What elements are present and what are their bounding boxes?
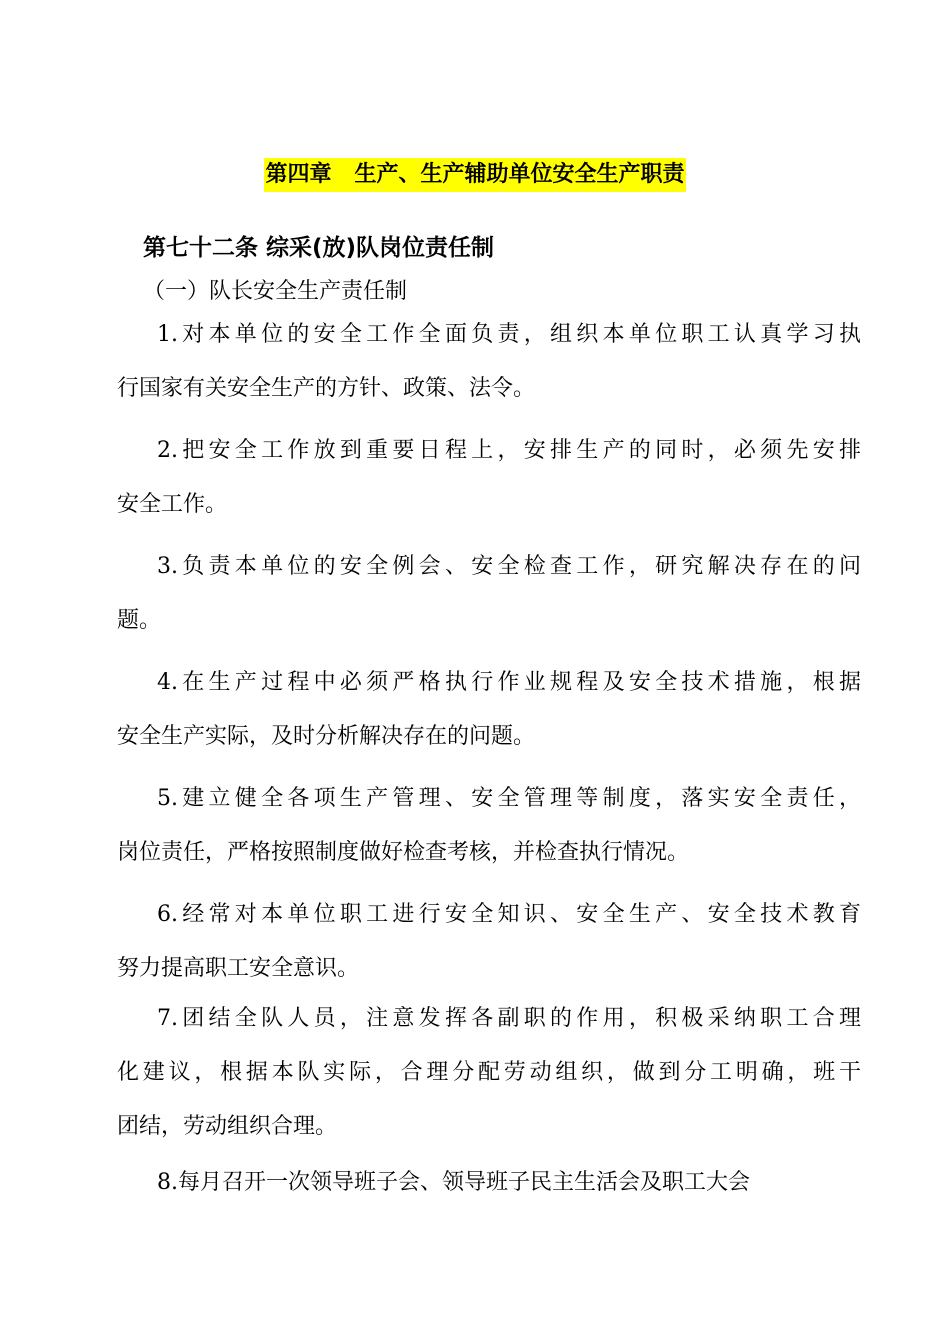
chapter-title: 第四章 生产、生产辅助单位安全生产职责	[264, 158, 687, 192]
paragraph-line: 安全生产实际，及时分析解决存在的问题。	[117, 724, 536, 749]
paragraph-line: 努力提高职工安全意识。	[117, 956, 360, 981]
paragraph-line: 3.负责本单位的安全例会、安全检查工作，研究解决存在的问	[157, 554, 861, 579]
paragraph-line: 2.把安全工作放到重要日程上，安排生产的同时，必须先安排	[157, 438, 861, 463]
paragraph-6	[117, 888, 861, 996]
paragraph-line: 岗位责任，严格按照制度做好检查考核，并检查执行情况。	[117, 840, 690, 865]
paragraph-line: 安全工作。	[117, 492, 228, 517]
paragraph-5	[117, 772, 861, 880]
chapter-title-wrap	[0, 158, 950, 192]
paragraph-line: 题。	[117, 608, 162, 633]
paragraph-1	[117, 308, 861, 416]
paragraph-4	[117, 656, 861, 764]
paragraph-line: 1.对本单位的安全工作全面负责，组织本单位职工认真学习执	[157, 322, 861, 347]
paragraph-line: 5.建立健全各项生产管理、安全管理等制度，落实安全责任，	[157, 786, 861, 811]
paragraph-2	[117, 424, 861, 532]
paragraph-7	[117, 992, 861, 1154]
paragraph-8	[117, 1156, 861, 1210]
paragraph-line: 7.团结全队人员，注意发挥各副职的作用，积极采纳职工合理	[157, 1006, 861, 1031]
paragraph-line: 6.经常对本单位职工进行安全知识、安全生产、安全技术教育	[157, 902, 861, 927]
paragraph-line: 行国家有关安全生产的方针、政策、法令。	[117, 376, 536, 401]
paragraph-line: 8.每月召开一次领导班子会、领导班子民主生活会及职工大会	[157, 1170, 750, 1195]
paragraph-line: 4.在生产过程中必须严格执行作业规程及安全技术措施，根据	[157, 670, 861, 695]
paragraph-line: 化建议，根据本队实际，合理分配劳动组织，做到分工明确，班干	[117, 1060, 861, 1085]
article-title: 第七十二条 综采(放)队岗位责任制	[143, 235, 495, 261]
paragraph-3	[117, 540, 861, 648]
section-title: （一）队长安全生产责任制	[143, 279, 408, 304]
paragraph-line: 团结，劳动组织合理。	[117, 1114, 338, 1139]
